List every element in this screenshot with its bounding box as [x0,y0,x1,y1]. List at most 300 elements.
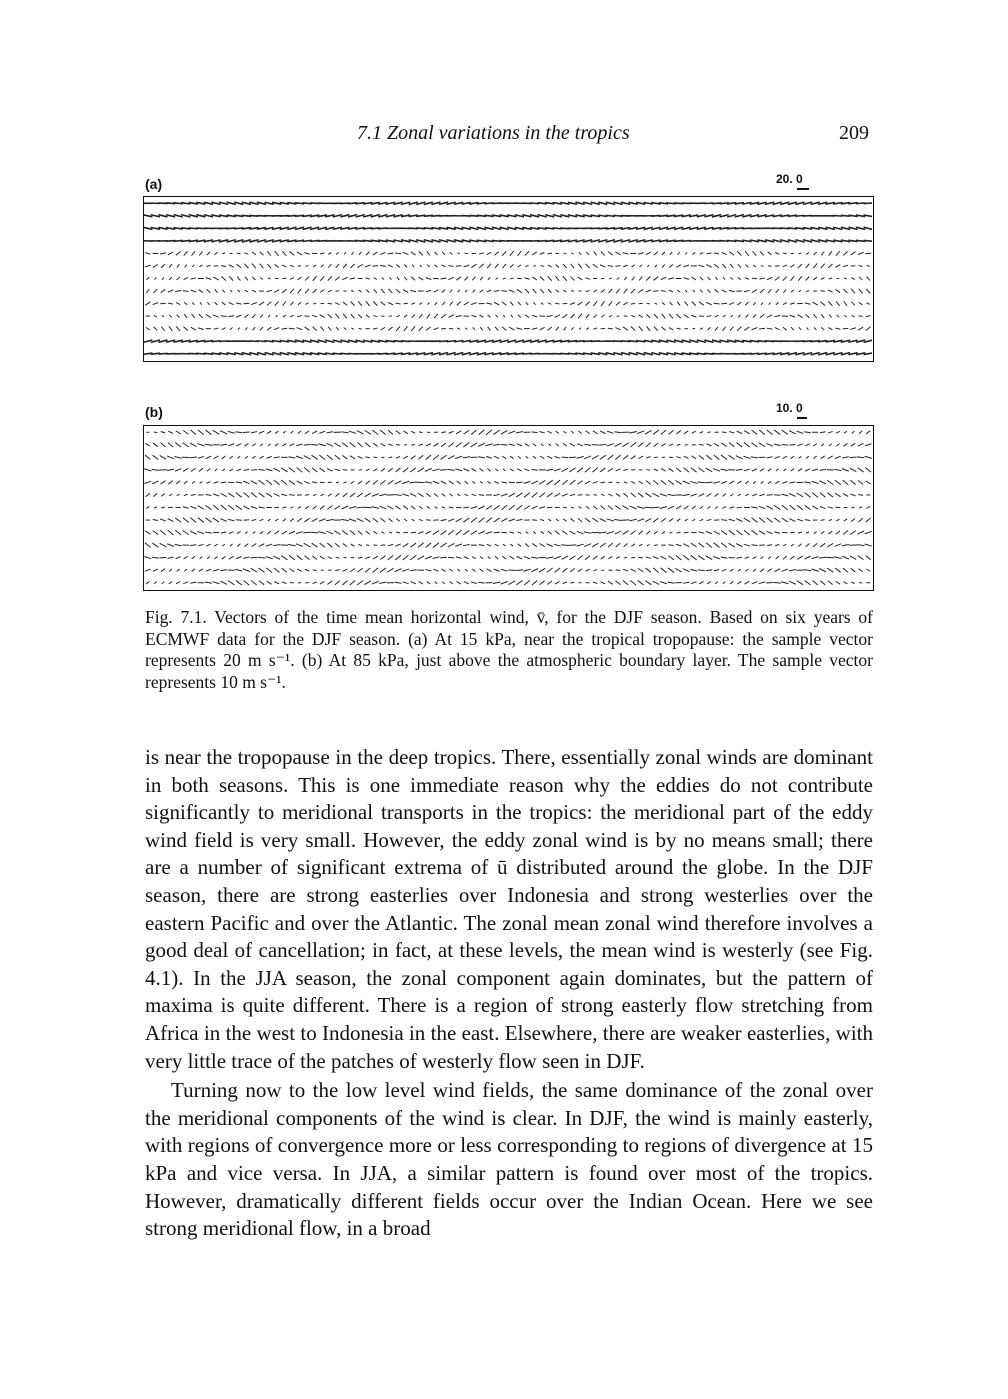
wind-vector [547,507,552,508]
wind-vector [646,557,651,558]
wind-vector [236,580,242,585]
wind-vector [245,456,248,458]
wind-vector [502,482,507,483]
wind-vector [554,457,560,459]
wind-vector [723,582,726,584]
wind-vector [184,481,187,484]
wind-vector [843,582,847,584]
wind-vector [304,444,311,445]
wind-vector [751,443,757,447]
wind-vector [252,264,256,269]
wind-vector [144,481,151,483]
wind-vector [684,315,689,318]
wind-vector [396,519,400,522]
wind-vector [152,469,159,470]
wind-vector [736,519,742,522]
wind-vector [494,291,499,292]
wind-vector [471,518,477,523]
wind-vector [373,480,378,484]
wind-vector [653,518,658,522]
wind-vector [638,456,643,459]
wind-vector [191,290,196,292]
wind-vector [828,264,832,268]
wind-vector [524,557,530,559]
wind-vector [221,265,226,266]
wind-vector [692,519,695,521]
wind-vector [183,468,188,471]
wind-vector [752,430,758,434]
wind-vector [669,444,673,446]
wind-vector [396,315,399,316]
wind-vector [395,506,400,510]
wind-vector [441,519,447,520]
wind-vector [562,494,568,496]
wind-vector [866,303,869,304]
wind-vector [698,468,704,472]
wind-vector [501,569,507,571]
wind-vector [206,314,211,317]
wind-vector [215,469,218,471]
wind-vector [358,557,362,558]
wind-vector [251,493,257,498]
wind-vector [850,556,856,560]
wind-vector [305,289,309,293]
wind-vector [418,493,423,496]
wind-vector [646,481,651,485]
wind-vector [744,518,750,522]
wind-vector [183,277,187,279]
wind-vector [774,518,780,522]
wind-vector [857,531,863,534]
wind-vector [502,251,506,255]
wind-vector [555,581,560,584]
wind-vector [160,481,165,484]
wind-vector [578,431,581,434]
wind-vector [312,315,317,317]
wind-vector [503,278,506,279]
wind-vector [714,443,719,446]
wind-vector [289,531,295,534]
wind-vector [608,506,613,510]
wind-vector [676,468,681,472]
wind-vector [865,444,871,446]
wind-vector [341,519,348,520]
wind-vector [615,455,620,459]
wind-vector [782,481,787,483]
wind-vector [275,431,278,433]
wind-vector [449,265,454,266]
wind-vector [336,291,340,292]
wind-vector [463,443,469,447]
wind-vector [715,277,717,280]
wind-vector [373,556,378,559]
wind-vector [449,569,452,571]
wind-vector [458,290,460,292]
wind-vector [161,432,165,433]
wind-vector [615,506,621,510]
wind-vector [455,544,462,546]
wind-vector [168,303,173,304]
wind-vector [563,443,567,446]
wind-vector [744,442,750,447]
wind-vector [533,289,537,293]
wind-vector [821,444,824,446]
wind-vector [509,532,514,533]
wind-vector [366,290,369,293]
wind-vector [273,545,280,546]
wind-vector [571,327,573,330]
wind-vector [486,303,492,304]
wind-vector [859,302,863,305]
wind-vector [350,456,355,459]
wind-vector [190,518,196,523]
wind-vector [433,531,439,535]
wind-vector [562,480,568,485]
wind-vector [623,531,629,535]
running-head [145,122,873,150]
wind-vector [260,519,264,521]
wind-vector [145,265,151,267]
wind-vector [631,481,635,483]
wind-vector [465,253,468,254]
wind-vector [229,265,234,267]
wind-vector [373,328,377,329]
wind-vector [358,301,362,306]
wind-vector [290,518,294,521]
wind-vector [463,507,469,508]
wind-vector [396,456,400,458]
wind-vector [548,531,552,534]
wind-vector [645,518,651,521]
wind-vector [403,468,408,472]
wind-vector [586,264,590,268]
wind-vector [729,519,735,521]
wind-vector [418,532,424,534]
wind-vector [715,315,719,317]
wind-vector [304,468,310,473]
wind-vector [243,481,250,484]
wind-vector [647,545,650,546]
wind-vector [465,569,468,571]
wind-vector [403,290,408,293]
wind-vector [502,302,506,305]
wind-vector [472,494,477,495]
wind-vector [509,327,514,330]
wind-vector [508,431,515,434]
wind-vector [736,544,742,547]
wind-vector [412,314,415,317]
wind-vector [177,315,180,318]
wind-vector [617,278,620,280]
wind-vector [320,543,325,547]
wind-vector [305,582,309,583]
wind-vector [531,481,538,484]
wind-vector [729,290,735,291]
wind-vector [828,456,833,459]
wind-vector [456,315,462,316]
wind-vector [556,290,559,293]
wind-vector [351,252,353,255]
wind-vector [245,327,247,330]
wind-vector [843,568,848,572]
wind-vector [623,327,628,330]
wind-vector [487,469,490,472]
wind-vector [168,443,173,447]
wind-vector [526,456,529,458]
wind-vector [607,519,614,521]
wind-vector [539,568,545,572]
wind-vector [160,530,166,535]
wind-vector [821,252,824,256]
wind-vector [252,277,255,280]
wind-vector [554,544,561,546]
wind-vector [836,519,839,521]
wind-vector [350,278,355,279]
wind-vector [296,532,303,534]
wind-vector [244,469,249,470]
wind-vector [306,303,309,305]
wind-vector [668,545,673,546]
wind-vector [608,581,613,584]
wind-vector [245,277,248,281]
wind-vector [365,518,371,522]
wind-vector [653,430,659,434]
wind-vector [609,278,612,279]
panel-b-wind-vector-map [143,425,874,591]
wind-vector [578,277,582,280]
wind-vector [487,569,492,572]
wind-vector [207,482,211,484]
wind-vector [684,431,688,434]
wind-vector [253,327,255,330]
wind-vector [435,582,438,584]
wind-vector [267,456,272,458]
wind-vector [510,456,513,459]
wind-vector [365,568,370,572]
wind-vector [737,442,743,447]
wind-vector [683,555,689,560]
wind-vector [230,328,233,330]
wind-vector [289,328,295,329]
wind-vector [342,531,348,535]
wind-vector [805,505,811,509]
wind-vector [668,582,675,583]
wind-vector [828,290,833,292]
wind-vector [297,569,302,572]
wind-vector [548,431,552,433]
wind-vector [510,469,513,471]
wind-vector [706,468,713,472]
wind-vector [555,568,560,572]
wind-vector [259,581,264,585]
wind-vector [486,518,492,523]
wind-vector [199,482,202,484]
wind-vector [791,276,795,281]
wind-vector [698,482,705,483]
wind-vector [670,532,673,533]
wind-vector [501,291,507,292]
wind-vector [441,443,446,447]
wind-vector [790,315,796,317]
wind-vector [851,582,855,583]
wind-vector [707,316,711,317]
wind-vector [563,290,566,292]
wind-vector [320,253,324,254]
wind-vector [555,303,559,304]
wind-vector [501,494,508,496]
wind-vector [639,277,642,281]
wind-vector [622,506,628,510]
wind-vector [441,265,445,267]
wind-vector [274,480,280,485]
wind-vector [744,290,750,292]
wind-vector [478,506,484,509]
wind-vector [495,264,498,268]
wind-vector [745,251,749,256]
wind-vector [668,556,674,560]
wind-vector [562,457,569,458]
wind-vector [684,506,689,509]
wind-vector [260,327,263,330]
wind-vector [637,507,644,509]
wind-vector [835,544,842,547]
wind-vector [592,455,599,459]
wind-vector [410,555,416,559]
wind-vector [343,314,347,319]
wind-vector [804,493,810,497]
wind-vector [721,443,726,447]
wind-vector [319,532,326,534]
wind-vector [629,432,636,434]
wind-vector [389,289,393,293]
wind-vector [722,290,727,293]
wind-vector [410,494,416,497]
wind-vector [540,519,544,520]
wind-vector [183,531,189,535]
wind-vector [720,469,727,470]
wind-vector [389,277,391,279]
wind-vector [290,251,295,255]
wind-vector [759,278,764,279]
wind-vector [236,557,242,559]
wind-vector [775,328,780,330]
wind-vector [381,468,385,471]
wind-vector [450,290,452,293]
wind-vector [213,315,219,317]
wind-vector [715,327,718,330]
wind-vector [645,493,651,497]
wind-vector [199,569,203,572]
wind-vector [766,582,773,583]
wind-vector [601,494,604,495]
wind-vector [814,252,817,255]
wind-vector [169,315,172,317]
wind-vector [813,444,817,446]
wind-vector [328,557,332,559]
wind-vector [837,315,839,317]
wind-vector [866,506,870,508]
wind-vector [313,327,317,331]
wind-vector [153,264,158,267]
wind-vector [410,468,416,472]
wind-vector [858,518,862,522]
wind-vector [494,518,500,522]
wind-vector [804,482,811,483]
wind-vector [532,493,538,498]
wind-vector [206,569,211,571]
wind-vector [228,519,234,521]
wind-vector [843,265,848,266]
wind-vector [866,569,870,571]
wind-vector [669,328,673,330]
wind-vector [327,581,332,584]
wind-vector [495,556,498,559]
wind-vector [344,328,347,330]
wind-vector [351,314,355,318]
wind-vector [494,430,500,434]
wind-vector [456,530,462,535]
wind-vector [577,556,582,560]
wind-vector [245,532,248,534]
wind-vector [547,568,553,572]
wind-vector [478,531,484,534]
wind-vector [563,264,567,268]
wind-vector [655,303,658,304]
wind-vector [646,568,651,572]
wind-vector [463,518,469,522]
wind-vector [290,315,294,317]
wind-vector [205,430,211,434]
wind-vector [228,493,234,497]
wind-vector [403,582,409,584]
wind-vector [471,315,476,317]
wind-vector [244,580,250,585]
wind-vector [342,455,347,459]
wind-vector [207,302,209,305]
wind-vector [404,315,407,317]
wind-vector [607,531,614,533]
wind-vector [434,493,438,496]
wind-vector [662,264,665,267]
wind-vector [411,445,415,446]
wind-vector [236,264,241,268]
wind-vector [569,531,575,534]
wind-vector [698,532,704,533]
wind-vector [698,543,704,547]
wind-vector [374,289,377,293]
wind-vector [652,507,659,508]
wind-vector [737,481,741,484]
wind-vector [639,315,643,318]
wind-vector [571,582,575,583]
wind-vector [494,481,498,483]
wind-vector [708,277,711,280]
wind-vector [866,431,870,434]
wind-vector [411,532,416,533]
wind-vector [660,494,667,496]
wind-vector [365,481,369,485]
wind-vector [760,289,764,293]
wind-vector [852,431,855,433]
wind-vector [169,264,172,268]
wind-vector [168,252,173,255]
wind-vector [236,482,242,483]
wind-vector [761,302,763,304]
wind-vector [677,328,681,329]
wind-vector [152,481,158,484]
wind-vector [176,303,180,305]
wind-vector [433,557,440,559]
